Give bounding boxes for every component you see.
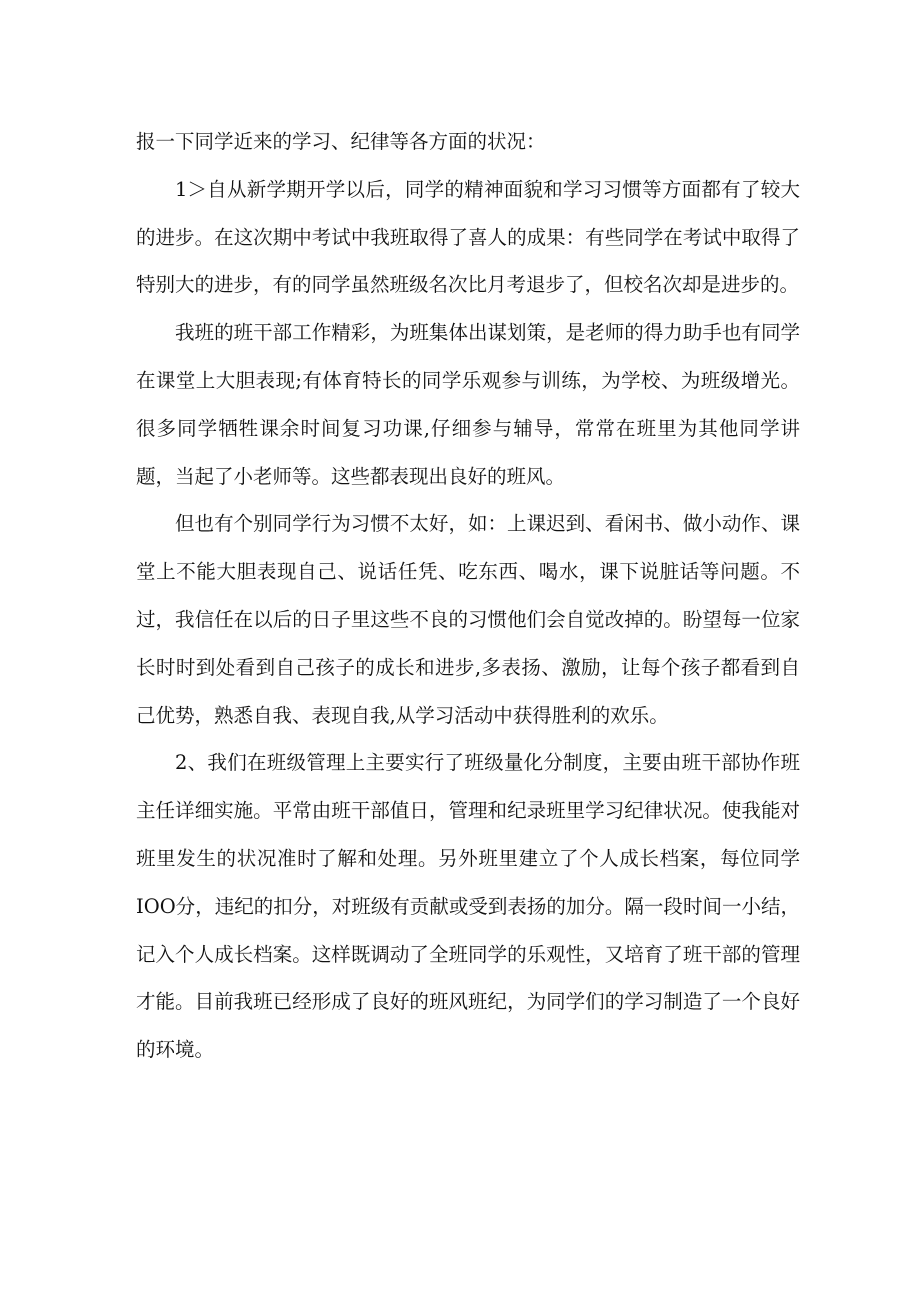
paragraph-3: 但也有个别同学行为习惯不太好，如：上课迟到、看闲书、做小动作、课堂上不能大胆表现自己、说话任凭、吃东西、喝水，课下说脏话等问题。不过，我信任在以后的日子里这些不良的习惯他们会自觉改掉的。盼望每一位家长时时到处看到自己孩子的成长和进步,多表扬、激励，让每个孩子都看到自己优势，熟悉自我、表现自我,从学习活动中获得胜利的欢乐。	[136, 512, 800, 727]
document-body	[136, 118, 800, 1074]
paragraph-1: 1＞自从新学期开学以后，同学的精神面貌和学习习惯等方面都有了较大的进步。在这次期中考试中我班取得了喜人的成果：有些同学在考试中取得了特别大的进步，有的同学虽然班级名次比月考退步了，但校名次却是进步的。	[136, 177, 800, 297]
paragraph-2: 我班的班干部工作精彩，为班集体出谋划策，是老师的得力助手也有同学在课堂上大胆表现;有体育特长的同学乐观参与训练，为学校、为班级增光。很多同学牺牲课余时间复习功课,仔细参与辅导，常常在班里为其他同学讲题，当起了小老师等。这些都表现出良好的班风。	[136, 321, 800, 488]
paragraph-continuation: 报一下同学近来的学习、纪律等各方面的状况：	[136, 130, 546, 153]
paragraph-4: 2、我们在班级管理上主要实行了班级量化分制度，主要由班干部协作班主任详细实施。平常由班干部值日，管理和纪录班里学习纪律状况。使我能对班里发生的状况准时了解和处理。另外班里建立了个人成长档案，每位同学IOO分，违纪的扣分，对班级有贡献或受到表扬的加分。隔一段时间一小结，记入个人成长档案。这样既调动了全班同学的乐观性，又培育了班干部的管理才能。目前我班已经形成了良好的班风班纪，为同学们的学习制造了一个良好的环境。	[136, 751, 800, 1062]
